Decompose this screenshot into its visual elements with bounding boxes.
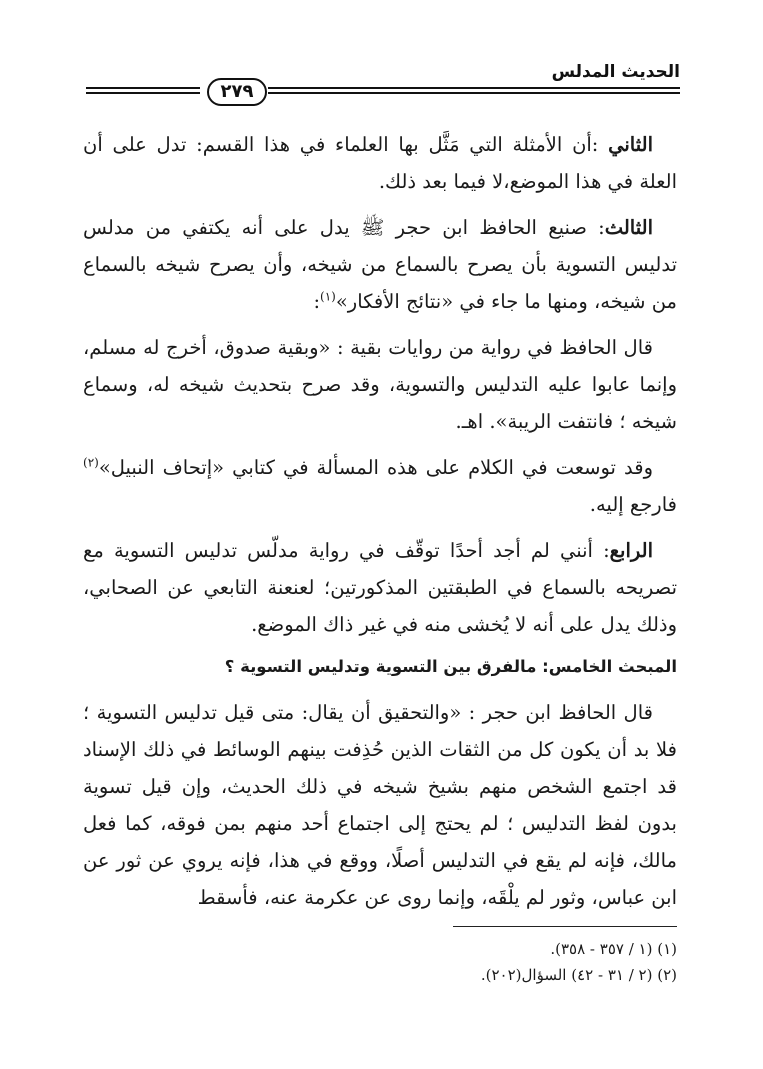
paragraph-text: قال الحافظ في رواية من روايات بقية : «وبقية صدوق، أخرج له مسلم، وإنما عابوا عليه التدليس والتسوية، وقد صرح بتحديث شيخه له، وسماع شيخه ؛ فانتفت الريبة». اهـ. bbox=[83, 336, 677, 433]
section-heading: المبحث الخامس: مالفرق بين التسوية وتدليس التسوية ؟ bbox=[224, 657, 677, 676]
footnote-2: (٢) (٢ / ٣١ - ٤٢) السؤال(٢٠٢). bbox=[480, 966, 677, 984]
page-body bbox=[83, 126, 677, 925]
paragraph-reference bbox=[83, 449, 677, 523]
paragraph-final: قال الحافظ ابن حجر : «والتحقيق أن يقال: متى قيل تدليس التسوية ؛ فلا بد أن يكون كل من الثقات الذين حُذِفت بينهم الوسائط في ذلك الإسناد قد اجتمع الشخص منهم بشيخ شيخه في ذلك الحديث، وإن قيل تسوية بدون لفظ التدليس ؛ لم يحتج إلى اجتماع أحد منهم بمن فوقه، كما فعل مالك، فإنه لم يقع في التدليس أصلًا، ووقع في هذا، فإنه يروي عن ثور عن ابن عباس، وثور لم يلْقَه، وإنما روى عن عكرمة عنه، فأسقط bbox=[83, 701, 677, 909]
paragraph-tail: فارجع إليه. bbox=[589, 493, 677, 516]
paragraph-lead: الرابع bbox=[609, 539, 653, 562]
page-header bbox=[86, 62, 680, 110]
header-rule-right bbox=[268, 86, 680, 96]
paragraph-tail: : bbox=[313, 290, 321, 313]
footnote-reference[interactable]: (٢) bbox=[83, 455, 99, 470]
paragraph-text: :أن الأمثلة التي مَثَّل بها العلماء في هذا القسم: تدل على أن العلة في هذا الموضع،لا فيما بعد ذلك. bbox=[83, 133, 677, 193]
paragraph-third bbox=[83, 209, 677, 320]
footnote-reference[interactable]: (١) bbox=[320, 289, 336, 304]
paragraph-text: : أنني لم أجد أحدًا توقّف في رواية مدلّس تدليس التسوية مع تصريحه بالسماع في الطبقتين المذكورتين؛ لعنعنة التابعي عن الصحابي، وذلك يدل على أنه لا يُخشى منه في غير ذاك الموضع. bbox=[83, 539, 677, 636]
paragraph-lead: الثاني bbox=[608, 133, 653, 156]
page-number: ٢٧٩ bbox=[207, 78, 267, 106]
running-title: الحديث المدلس bbox=[551, 62, 680, 82]
paragraph-lead: الثالث bbox=[604, 216, 653, 239]
paragraph-quote bbox=[83, 329, 677, 440]
footnote-divider bbox=[453, 926, 677, 927]
footnotes bbox=[83, 936, 677, 988]
paragraph-text: وقد توسعت في الكلام على هذه المسألة في كتابي «إتحاف النبيل» bbox=[98, 456, 653, 479]
paragraph-text: : صنيع الحافظ ابن حجر ﷺ يدل على أنه يكتفي من مدلس تدليس التسوية بأن يصرح بالسماع من شيخه، وأن يصرح شيخه بالسماع من شيخه، ومنها ما جاء في «نتائج الأفكار» bbox=[83, 216, 677, 313]
footnote-1: (١) (١ / ٣٥٧ - ٣٥٨). bbox=[550, 940, 677, 958]
header-rule-left bbox=[86, 86, 200, 96]
paragraph-second bbox=[83, 126, 677, 200]
paragraph-fourth bbox=[83, 532, 677, 643]
